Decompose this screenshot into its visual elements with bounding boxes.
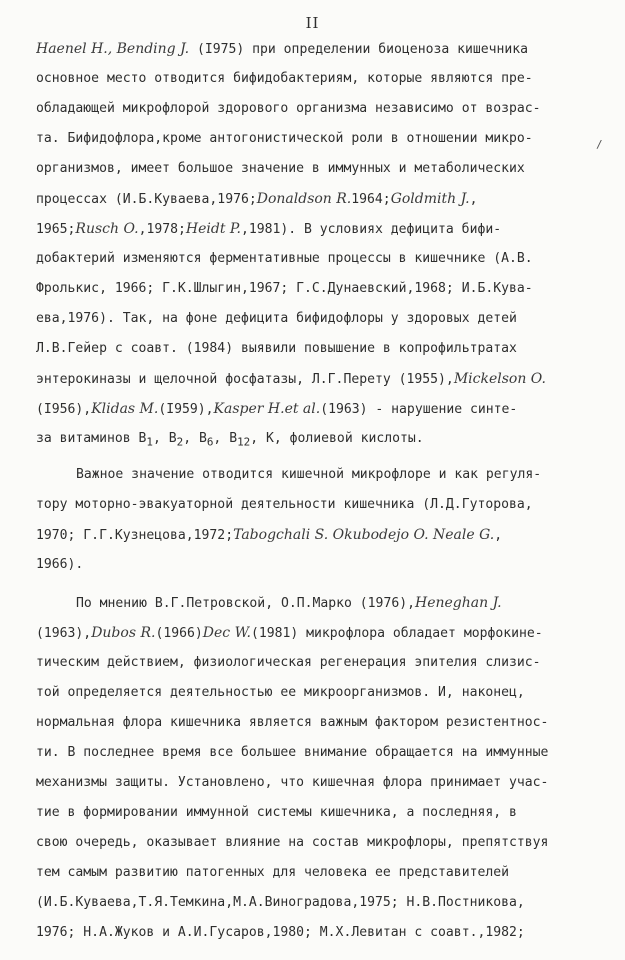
text-line-30: 1976; Н.А.Жуков и А.И.Гусаров,1980; М.Х.Левитан с соавт.,1982; [36, 925, 525, 940]
text-line-24: ти. В последнее время все большее внимание обращается на иммунные [36, 745, 549, 760]
text-line-9: Фролькис, 1966; Г.К.Шлыгин,1967; Г.С.Дунаевский,1968; И.Б.Кува- [36, 281, 533, 296]
text-line-2: основное место отводится бифидобактериям, которые являются пре- [36, 71, 533, 86]
text-line-25: механизмы защиты. Установлено, что кишечная флора принимает учас- [36, 775, 549, 790]
handwritten-citation: Donaldson R. [256, 191, 352, 207]
text-line-27: свою очередь, оказывает влияние на состав микрофлоры, препятствуя [36, 835, 549, 850]
handwritten-citation: Heidt P. [185, 221, 241, 237]
text-line-28: тем самым развитию патогенных для человека ее представителей [36, 865, 509, 880]
handwritten-citation: Heneghan J. [414, 595, 502, 611]
text-line-5: организмов, имеет большое значение в иммунных и метаболических [36, 161, 525, 176]
handwritten-citation: Goldmith J. [390, 191, 470, 207]
text-line-7: 1965;Rusch O.,1978;Heidt P.,1981). В условиях дефицита бифи- [36, 221, 502, 237]
text-line-20: (1963),Dubos R.(1966)Dec W.(1981) микрофлора обладает морфокине- [36, 625, 543, 641]
text-line-4: та. Бифидофлора,кроме антогонистической роли в отношении микро- [36, 131, 533, 146]
text-line-21: тическим действием, физиологическая регенерация эпителия слизис- [36, 655, 541, 670]
text-line-6: процессах (И.Б.Куваева,1976;Donaldson R.1964;Goldmith J., [36, 191, 478, 207]
text-line-16: тору моторно-эвакуаторной деятельности кишечника (Л.Д.Гуторова, [36, 497, 533, 512]
handwritten-citation: Kasper H.et al. [213, 401, 321, 417]
text-line-3: обладающей микрофлорой здорового организма независимо от возрас- [36, 101, 541, 116]
margin-mark: / [596, 138, 603, 151]
text-line-26: тие в формировании иммунной системы кишечника, а последняя, в [36, 805, 517, 820]
text-line-19: По мнению В.Г.Петровской, О.П.Марко (1976),Heneghan J. [76, 595, 502, 611]
handwritten-citation: Haenel H., Bending J. [36, 41, 190, 57]
text-line-10: ева,1976). Так, на фоне дефицита бифидофлоры у здоровых детей [36, 311, 517, 326]
text-line-8: добактерий изменяются ферментативные процессы в кишечнике (А.В. [36, 251, 533, 266]
handwritten-citation: Dubos R. [91, 625, 156, 641]
text-line-11: Л.В.Гейер с соавт. (1984) выявили повышение в копрофильтратах [36, 341, 517, 356]
text-line-18: 1966). [36, 557, 84, 572]
handwritten-citation: Rusch O. [75, 221, 139, 237]
handwritten-citation: Klidas M. [91, 401, 159, 417]
text-line-22: той определяется деятельностью ее микроорганизмов. И, наконец, [36, 685, 525, 700]
text-line-1: Haenel H., Bending J. (I975) при определении биоценоза кишечника [36, 41, 529, 57]
text-line-29: (И.Б.Куваева,Т.Я.Темкина,М.А.Виноградова,1975; Н.В.Постникова, [36, 895, 525, 910]
text-line-17: 1970; Г.Г.Кузнецова,1972;Tabogchali S. Okubodejo O. Neale G., [36, 527, 503, 543]
handwritten-citation: Tabogchali S. Okubodejo O. Neale G. [233, 527, 495, 543]
text-line-23: нормальная флора кишечника является важным фактором резистентнос- [36, 715, 549, 730]
handwritten-citation: Dec W. [202, 625, 251, 641]
text-line-14: за витаминов $B_1$, $B_2$, $B_6$, $B_{12}$, K, фолиевой кислоты. [36, 431, 424, 449]
text-line-15: Важное значение отводится кишечной микрофлоре и как регуля- [76, 467, 542, 482]
text-line-12: энтерокиназы и щелочной фосфатазы, Л.Г.Перету (1955),Mickelson O. [36, 371, 546, 387]
text-line-13: (I956),Klidas M.(I959),Kasper H.et al.(1963) - нарушение синте- [36, 401, 518, 417]
handwritten-citation: Mickelson O. [453, 371, 546, 387]
page-number: II [305, 14, 320, 32]
